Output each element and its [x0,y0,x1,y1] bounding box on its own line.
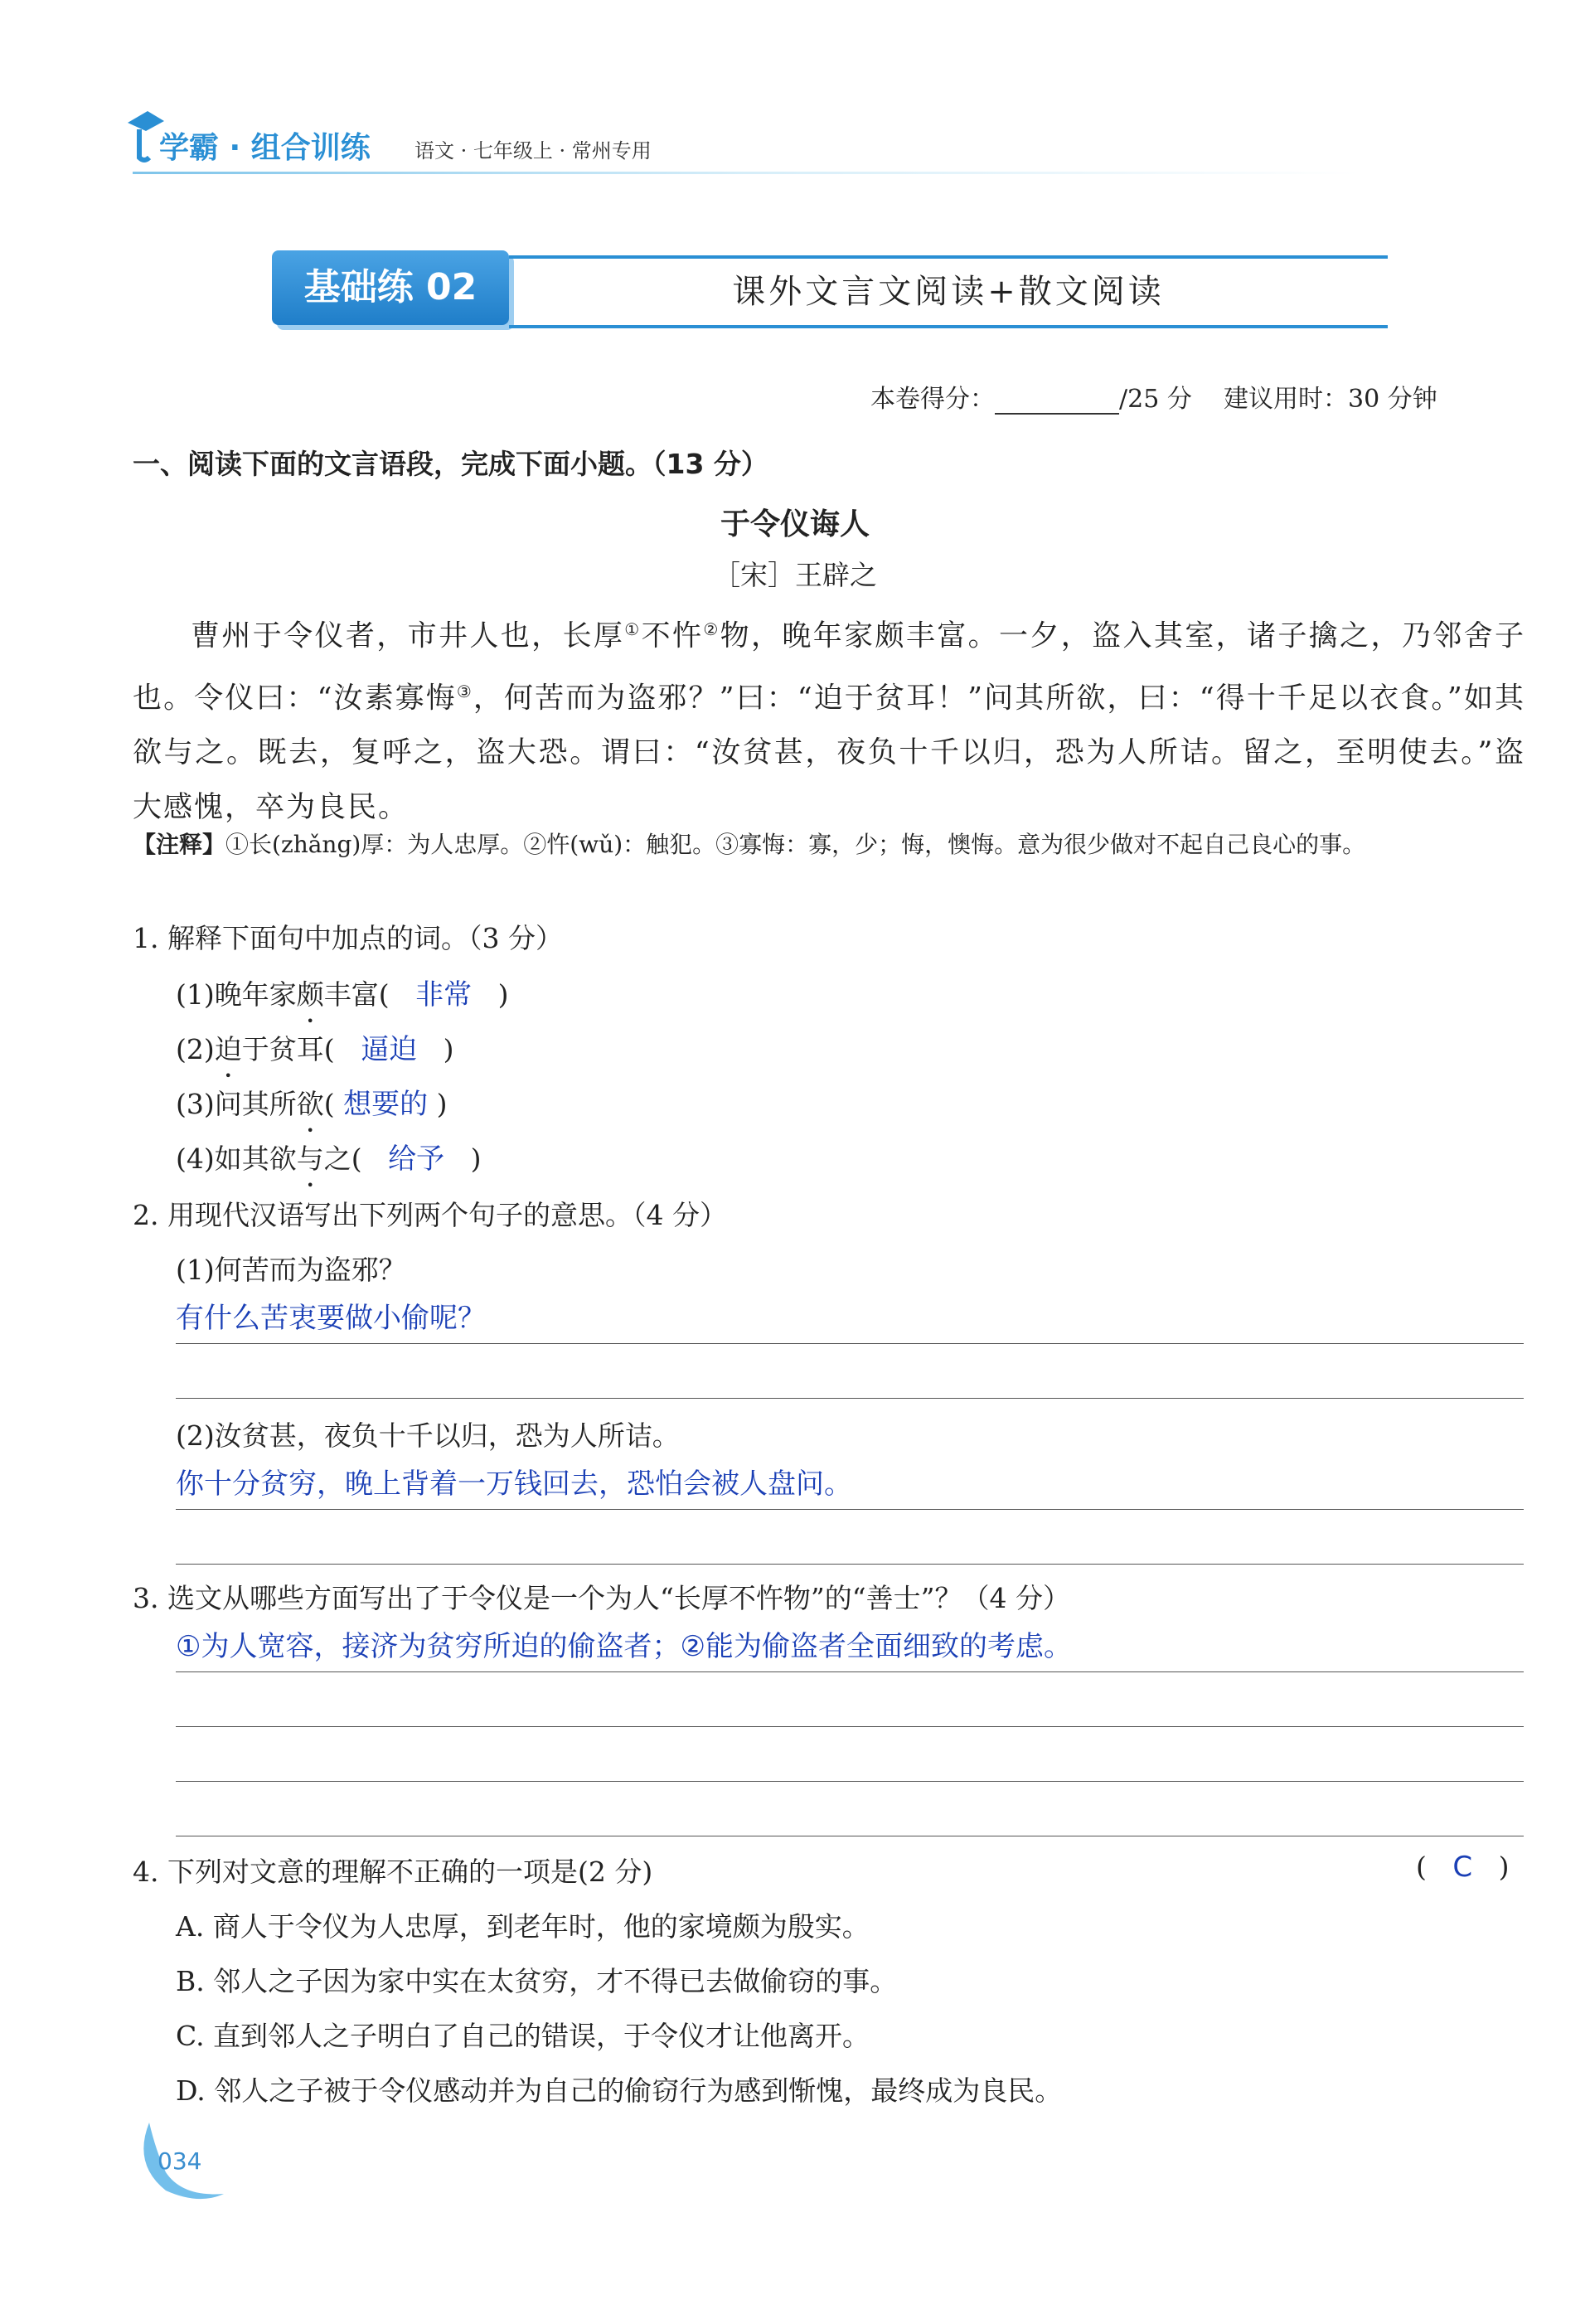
score-total: /25 分 [1119,385,1192,414]
q1-item: (3)问其所欲( 想要的 ) [176,1088,448,1121]
brand-title: 学霸 · 组合训练 [159,131,371,165]
q1-item: (4)如其欲与之( 给予 ) [176,1143,482,1176]
q2-answer-1: 有什么苦衷要做小偷呢？ [176,1302,486,1335]
answer-text: 逼迫 [361,1033,418,1066]
page-number: 034 [158,2147,202,2175]
answer-text: 非常 [415,978,473,1012]
q4-answer-bracket: ( C ) [1416,1851,1510,1884]
dotted-word: 欲 [296,1088,324,1120]
answer-line [176,1671,1524,1672]
time-value: 30 分钟 [1347,385,1437,414]
passage-author: ［宋］王辟之 [713,559,877,591]
answer-line [176,1343,1524,1344]
dotted-word: 颇 [296,978,324,1011]
score-line [870,378,1437,415]
answer-text: 给予 [388,1143,445,1176]
q1-item: (2)迫于贫耳( 逼迫 ) [176,1033,454,1066]
header-divider [133,172,1360,174]
score-label: 本卷得分： [870,385,995,414]
answer-line [176,1398,1524,1399]
time-label: 建议用时： [1223,385,1348,414]
score-blank[interactable] [995,390,1119,415]
answer-line [176,1564,1524,1565]
q1-item: (1)晚年家颇丰富( 非常 ) [176,978,509,1012]
question-4-stem: 4. 下列对文意的理解不正确的一项是(2 分) [133,1856,653,1888]
annotation-note: 【注释】①长(zhǎng)厚：为人忠厚。②忤(wǔ)：触犯。③寡悔：寡，少；悔，懊悔。意为很少做对不起自己良心的事。 [133,831,1366,858]
q4-option: B. 邻人之子因为家中实在太贫穷，才不得已去做偷窃的事。 [176,1965,898,1997]
dotted-word: 迫 [214,1033,242,1065]
q4-option: C. 直到邻人之子明白了自己的错误，于令仪才让他离开。 [176,2020,870,2052]
answer-line [176,1781,1524,1782]
dotted-word: 与 [296,1143,324,1175]
q4-option: A. 商人于令仪为人忠厚，到老年时，他的家境颇为殷实。 [176,1910,870,1943]
answer-line [176,1509,1524,1510]
q4-option: D. 邻人之子被于令仪感动并为自己的偷窃行为感到惭愧，最终成为良民。 [176,2074,1063,2107]
q3-answer: ①为人宽容，接济为贫穷所迫的偷盗者；②能为偷盗者全面细致的考虑。 [176,1630,1072,1663]
section-heading: 一、阅读下面的文言语段，完成下面小题。（13 分） [133,448,768,480]
q2-sentence-2: (2)汝贫甚，夜负十千以归，恐为人所诘。 [176,1419,680,1452]
answer-line [176,1726,1524,1727]
q2-sentence-1: (1)何苦而为盗邪？ [176,1254,406,1286]
passage-title: 于令仪诲人 [720,507,870,541]
question-1-stem: 1. 解释下面句中加点的词。（3 分） [133,922,563,954]
q4-answer: C [1452,1851,1473,1884]
q2-answer-2: 你十分贫穷，晚上背着一万钱回去，恐怕会被人盘问。 [176,1468,852,1501]
question-2-stem: 2. 用现代汉语写出下列两个句子的意思。（4 分） [133,1199,727,1231]
answer-text: 想要的 [343,1088,429,1121]
unit-badge: 基础练 02 [272,250,509,325]
book-subtitle: 语文 · 七年级上 · 常州专用 [414,139,652,163]
unit-title: 课外文言文阅读+散文阅读 [732,273,1165,311]
question-3-stem: 3. 选文从哪些方面写出了于令仪是一个为人“长厚不忤物”的“善士”？（4 分） [133,1582,1070,1614]
classical-passage: 曹州于令仪者，市井人也，长厚①不忤②物，晚年家颇丰富。一夕，盗入其室，诸子擒之，乃邻舍子也。令仪曰：“汝素寡悔③，何苦而为盗邪？”曰：“迫于贫耳！”问其所欲，曰：“得十千足以衣食。”如其欲与之。既去，复呼之，盗大恐。谓曰：“汝贫甚，夜负十千以归，恐为人所诘。留之，至明使去。”盗大感愧，卒为良民。 [133,619,1525,825]
